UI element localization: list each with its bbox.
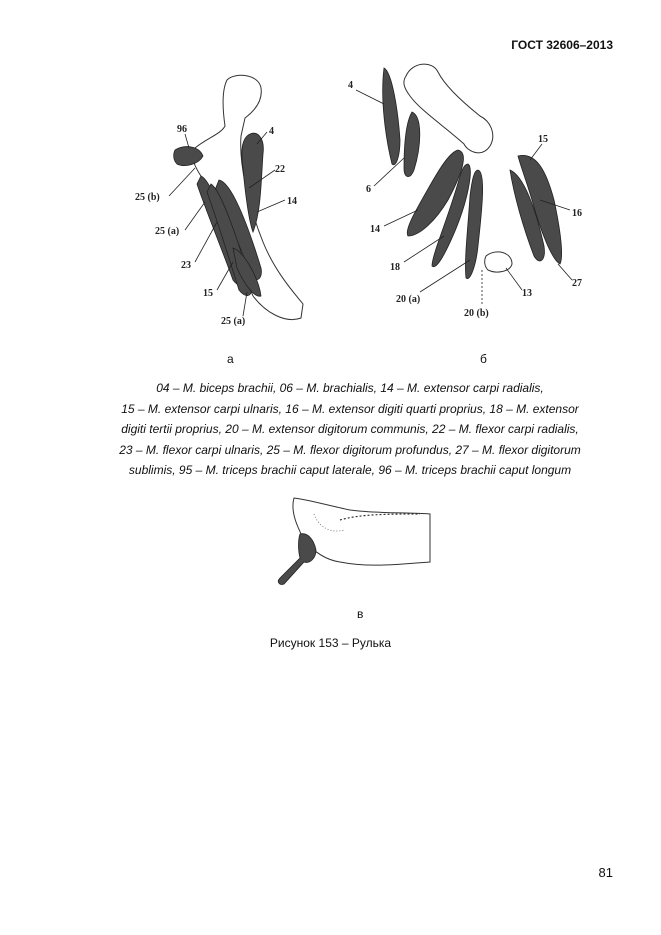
figure-b-illustration <box>340 60 600 322</box>
label-14: 14 <box>287 196 297 207</box>
label-25a-lower: 25 (a) <box>221 316 246 327</box>
label-15: 15 <box>203 288 213 299</box>
label-96: 96 <box>177 124 187 135</box>
label-15: 15 <box>538 134 548 145</box>
page-number: 81 <box>598 865 613 880</box>
figure-legend <box>80 378 620 481</box>
legend-line: digiti tertii proprius, 20 – M. extensor digitorum communis, 22 – M. flexor carpi radialis, <box>121 422 579 436</box>
muscle-4 <box>383 68 400 165</box>
label-23: 23 <box>181 260 191 271</box>
label-18: 18 <box>390 262 400 273</box>
tendon-mark <box>278 534 316 585</box>
figure-c-sublabel: в <box>357 607 364 621</box>
carpal-bone <box>485 252 512 272</box>
legend-line: 15 – M. extensor carpi ulnaris, 16 – M. extensor digiti quarti proprius, 18 – M. extensor <box>121 401 579 416</box>
label-20b: 20 (b) <box>464 308 489 319</box>
legend-line: sublimis, 95 – M. triceps brachii caput laterale, 96 – M. triceps brachii caput longum <box>128 463 572 477</box>
label-22: 22 <box>275 164 285 175</box>
label-6: 6 <box>366 184 371 195</box>
label-4: 4 <box>348 80 353 91</box>
muscle-6 <box>404 112 420 177</box>
legend-line: 04 – M. biceps brachii, 06 – M. brachialis, 14 – M. extensor carpi radialis, <box>156 381 544 395</box>
figure-a-illustration <box>135 72 335 334</box>
label-20a: 20 (a) <box>396 294 421 305</box>
document-standard-header: ГОСТ 32606–2013 <box>511 38 613 52</box>
label-16: 16 <box>572 208 582 219</box>
figure-c-illustration <box>270 492 440 592</box>
label-25a-upper: 25 (a) <box>155 226 180 237</box>
figure-a-sublabel: а <box>227 352 234 366</box>
legend-line: 23 – M. flexor carpi ulnaris, 25 – M. flexor digitorum profundus, 27 – M. flexor digitorum <box>119 442 581 457</box>
label-13: 13 <box>522 288 532 299</box>
label-25b: 25 (b) <box>135 192 160 203</box>
label-4: 4 <box>269 126 274 137</box>
figure-b-sublabel: б <box>480 352 487 366</box>
figure-caption: Рисунок 153 – Рулька <box>269 636 392 650</box>
label-27: 27 <box>572 278 582 289</box>
label-14: 14 <box>370 224 380 235</box>
